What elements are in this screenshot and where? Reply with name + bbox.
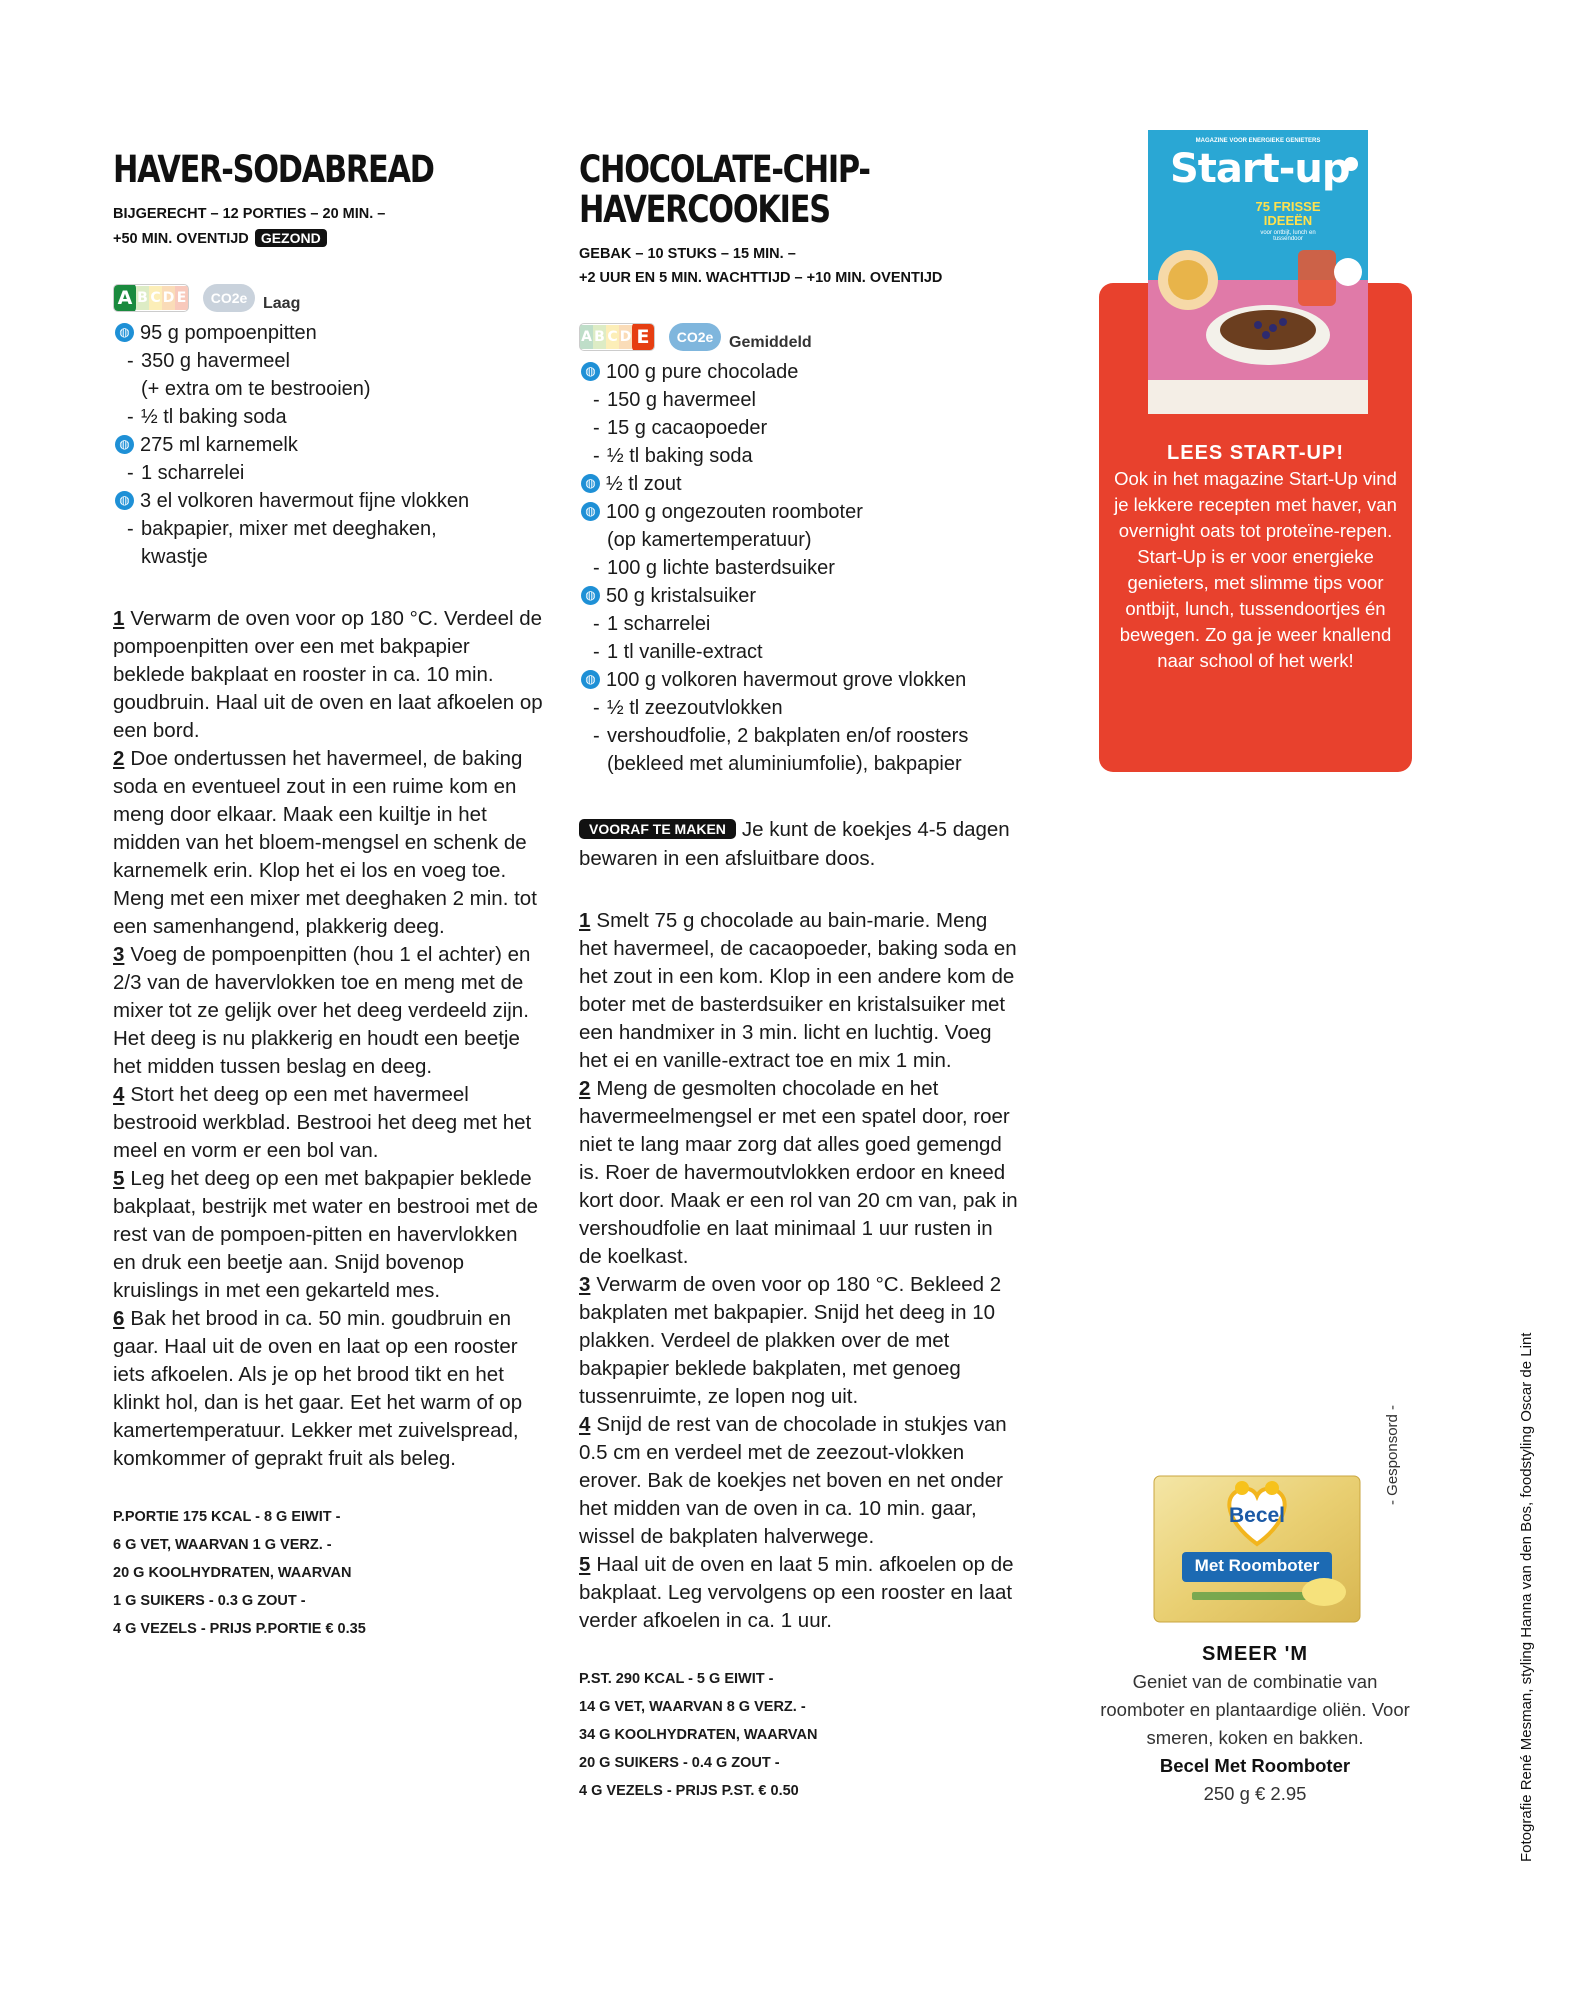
ingredient-text: 275 ml karnemelk [140, 434, 298, 456]
step-text: Stort het deeg op een met havermeel bestrooid werkblad. Bestrooi het deeg met het meel en vorm er een bol van. [113, 1083, 532, 1162]
ingredient-item [113, 319, 543, 347]
nutri-letter: B [593, 325, 606, 349]
sustainable-leaf-icon: ◍ [581, 362, 600, 381]
step-number: 5 [579, 1553, 591, 1576]
step-number: 6 [113, 1307, 125, 1330]
magazine-heading: LEES START-UP! [1167, 442, 1344, 464]
step [113, 605, 543, 745]
step-text: Haal uit de oven en laat 5 min. afkoelen op de bakplaat. Leg vervolgens op een rooster en laat verder afkoelen in ca. 1 uur. [579, 1553, 1014, 1632]
nutri-letter: B [136, 286, 149, 310]
ingredient-item [579, 722, 1019, 750]
co2-cloud-icon: CO2e [669, 323, 721, 351]
co2-rating [203, 284, 300, 312]
ingredient-item [579, 750, 1019, 778]
sustainable-leaf-icon: ◍ [115, 435, 134, 454]
ingredient-text: 3 el volkoren havermout fijne vlokken [140, 490, 470, 512]
ingredient-text: ½ tl zout [606, 473, 682, 495]
fact-line: 4 G VEZELS - PRIJS P.PORTIE € 0.35 [113, 1621, 366, 1637]
step-text: Verwarm de oven voor op 180 °C. Verdeel de pompoenpitten over een met bakpapier beklede bakplaat en rooster in ca. 10 min. goudbruin. Haal uit de oven en laat afkoelen op een bord. [113, 607, 543, 742]
meta-line: +50 MIN. OVENTIJD [113, 231, 249, 247]
ingredient-item [579, 694, 1019, 722]
nutri-letter: E [175, 286, 188, 310]
ingredient-item [579, 610, 1019, 638]
steps [113, 605, 543, 1473]
ingredient-item [113, 487, 543, 515]
nutri-letter: A [580, 325, 593, 349]
fact-line: P.PORTIE 175 KCAL - 8 G EIWIT - [113, 1509, 341, 1525]
title-line: HAVERCOOKIES [579, 188, 830, 231]
ingredient-item [579, 554, 1019, 582]
meta-line: BIJGERECHT – 12 PORTIES – 20 MIN. – [113, 206, 386, 222]
step [579, 1411, 1019, 1551]
becel-pack-image [1152, 1474, 1362, 1624]
cover-headline-line: 75 FRISSE [1255, 199, 1321, 214]
ingredient-text: kwastje [141, 546, 208, 568]
step-text: Verwarm de oven voor op 180 °C. Bekleed 2 bakplaten met bakpapier. Snijd het deeg in 10 plakken. Verdeel de plakken over de met bakpapier beklede bakplaten, met genoeg tussenruimte, ze lopen nog uit. [579, 1273, 1002, 1408]
step-number: 3 [113, 943, 125, 966]
step-text: Bak het brood in ca. 50 min. goudbruin en gaar. Haal uit de oven en laat op een rooster iets afkoelen. Als je op het brood tikt en het klinkt hol, dan is het gaar. Eet het warm of op kamertemperatuur. Lekker met zuivelspread, komkommer of geprakt fruit als beleg. [113, 1307, 523, 1470]
fact-line: P.ST. 290 KCAL - 5 G EIWIT - [579, 1671, 774, 1687]
step [579, 1271, 1019, 1411]
ingredient-item [579, 414, 1019, 442]
ingredient-item [579, 666, 1019, 694]
nutri-letter: C [606, 325, 619, 349]
nutri-score-badge [113, 284, 189, 312]
ingredient-text: 100 g lichte basterdsuiker [607, 557, 835, 579]
sponsored-label: - Gesponsord - [1384, 1404, 1401, 1505]
ingredient-text: bakpapier, mixer met deeghaken, [141, 518, 437, 540]
step [579, 907, 1019, 1075]
step-number: 2 [579, 1077, 591, 1100]
cover-title: Start-up [1170, 146, 1350, 192]
step-number: 3 [579, 1273, 591, 1296]
step-text: Voeg de pompoenpitten (hou 1 el achter) en 2/3 van de havervlokken toe en meng met de mixer tot ze gelijk over het deeg verdeeld zijn. Het deeg is nu plakkerig en houdt een beetje het midden tussen beslag en deeg. [113, 943, 531, 1078]
fact-line: 4 G VEZELS - PRIJS P.ST. € 0.50 [579, 1783, 799, 1799]
ingredient-text: 50 g kristalsuiker [606, 585, 757, 607]
nutri-score-badge [579, 323, 655, 351]
make-ahead-text: Je kunt de koekjes 4-5 dagen bewaren in een afsluitbare doos. [579, 818, 1010, 870]
recipe-cookies [579, 150, 1019, 1805]
make-ahead-note [579, 816, 1019, 873]
cover-kicker: MAGAZINE VOOR ENERGIEKE GENIETERS [1195, 138, 1321, 144]
ingredient-item [113, 403, 543, 431]
step [113, 745, 543, 941]
step-text: Smelt 75 g chocolade au bain-marie. Meng het havermeel, de cacaopoeder, baking soda en het zout in een kom. Klop in een andere kom de boter met de basterdsuiker en kristalsuiker met een handmixer in 3 min. licht en luchtig. Voeg het ei en vanille-extract toe en mix 1 min. [579, 909, 1017, 1072]
dash-bullet: - [127, 462, 134, 484]
dash-bullet: - [593, 725, 600, 747]
ingredient-text: 100 g volkoren havermout grove vlokken [606, 669, 967, 691]
ingredient-item [579, 526, 1019, 554]
ingredient-text: (+ extra om te bestrooien) [141, 378, 371, 400]
fact-line: 34 G KOOLHYDRATEN, WAARVAN [579, 1727, 818, 1743]
ingredient-text: 95 g pompoenpitten [140, 322, 317, 344]
make-ahead-tag: VOORAF TE MAKEN [579, 819, 736, 839]
step-number: 5 [113, 1167, 125, 1190]
magazine-promo-text [1110, 440, 1401, 674]
co2-rating [669, 323, 812, 351]
step-number: 2 [113, 747, 125, 770]
cover-headline [1248, 200, 1328, 228]
dash-bullet: - [127, 518, 134, 540]
magazine-cover [1148, 130, 1368, 414]
pack-variant: Met Roomboter [1194, 1556, 1320, 1575]
photo-credit: Fotografie René Mesman, styling Hanna van den Bos, foodstyling Oscar de Lint [1518, 1332, 1535, 1862]
step-number: 1 [113, 607, 125, 630]
step-number: 4 [113, 1083, 125, 1106]
co2-level: Laag [263, 295, 301, 312]
recipe-title [579, 150, 940, 230]
co2-cloud-icon: CO2e [203, 284, 255, 312]
dash-bullet: - [593, 445, 600, 467]
ingredient-item [579, 358, 1019, 386]
steps [579, 907, 1019, 1635]
sustainable-leaf-icon: ◍ [581, 502, 600, 521]
step-text: Snijd de rest van de chocolade in stukjes van 0.5 cm en verdeel met de zeezout-vlokken erover. Bak de koekjes net boven en net onder het midden van de oven in ca. 10 min. gaar, wissel de bakplaten halverwege. [579, 1413, 1007, 1548]
nutri-letter: D [619, 325, 632, 349]
fact-line: 6 G VET, WAARVAN 1 G VERZ. - [113, 1537, 332, 1553]
dash-bullet: - [593, 697, 600, 719]
ingredient-text: 1 tl vanille-extract [607, 641, 763, 663]
ingredient-text: 350 g havermeel [141, 350, 290, 372]
step [113, 1305, 543, 1473]
product-pack [1152, 1474, 1362, 1624]
fact-line: 20 G SUIKERS - 0.4 G ZOUT - [579, 1755, 780, 1771]
ingredient-text: ½ tl baking soda [141, 406, 287, 428]
promo-product: Becel Met Roomboter [1159, 1755, 1351, 1776]
step-number: 4 [579, 1413, 591, 1436]
dash-bullet: - [593, 557, 600, 579]
ingredient-text: (bekleed met aluminiumfolie), bakpapier [607, 753, 962, 775]
sustainable-leaf-icon: ◍ [581, 474, 600, 493]
step-text: Leg het deeg op een met bakpapier beklede bakplaat, bestrijk met water en bestrooi met de rest van de pompoen-pitten en havervlokken en druk een beetje aan. Snijd bovenop kruislings in met een gekarteld mes. [113, 1167, 539, 1302]
meta-line: +2 UUR EN 5 MIN. WACHTTIJD – +10 MIN. OVENTIJD [579, 270, 943, 286]
nutri-letter: C [149, 286, 162, 310]
ingredient-list [579, 358, 1019, 778]
ingredient-item [113, 347, 543, 375]
ingredient-item [579, 386, 1019, 414]
promo-text: Geniet van de combinatie van roomboter en plantaardige oliën. Voor smeren, koken en bakken. [1100, 1671, 1410, 1748]
nutrition-facts [579, 1665, 1019, 1805]
ingredient-text: 100 g ongezouten roomboter [606, 501, 863, 523]
recipe-meta [579, 242, 1019, 290]
promo-heading: SMEER 'M [1201, 1643, 1309, 1665]
cover-sub: voor ontbijt, lunch en tussendoor [1260, 230, 1316, 242]
step [113, 1165, 543, 1305]
ingredient-text: ½ tl baking soda [607, 445, 753, 467]
pack-brand: Becel [1228, 1504, 1286, 1527]
fact-line: 14 G VET, WAARVAN 8 G VERZ. - [579, 1699, 806, 1715]
fact-line: 20 G KOOLHYDRATEN, WAARVAN [113, 1565, 352, 1581]
magazine-body: Ook in het magazine Start-Up vind je lekkere recepten met haver, van overnight oats tot proteïne-repen. Start-Up is er voor energieke genieters, met slimme tips voor ontbijt, lunch, tussendoortjes én bewegen. Zo ga je weer knallend naar school of het werk! [1114, 468, 1397, 671]
dash-bullet: - [593, 641, 600, 663]
ingredient-item [579, 442, 1019, 470]
co2-level: Gemiddeld [729, 334, 812, 351]
ingredient-item [579, 638, 1019, 666]
ingredient-item [579, 582, 1019, 610]
ingredient-item [579, 498, 1019, 526]
dash-bullet: - [593, 417, 600, 439]
nutri-letter: E [632, 323, 654, 351]
recipe-title: HAVER-SODABREAD [113, 148, 434, 191]
dash-bullet: - [593, 613, 600, 635]
step-number: 1 [579, 909, 591, 932]
sustainable-leaf-icon: ◍ [115, 491, 134, 510]
ingredient-text: 100 g pure chocolade [606, 361, 799, 383]
title-line: CHOCOLATE-CHIP- [579, 148, 870, 191]
sustainable-leaf-icon: ◍ [581, 670, 600, 689]
nutri-letter: D [162, 286, 175, 310]
ingredient-text: 1 scharrelei [141, 462, 245, 484]
nutri-letter: A [114, 284, 136, 312]
step [113, 941, 543, 1081]
fact-line: 1 G SUIKERS - 0.3 G ZOUT - [113, 1593, 306, 1609]
step-text: Doe ondertussen het havermeel, de baking soda en eventueel zout in een ruime kom en meng door elkaar. Maak een kuiltje in het midden van het bloem-mengsel en schenk de karnemelk erin. Klop het ei los en voeg toe. Meng met een mixer met deeghaken 2 min. tot een samenhangend, plakkerig deeg. [113, 747, 537, 938]
ingredient-text: 150 g havermeel [607, 389, 756, 411]
ingredient-item [113, 543, 543, 571]
ingredient-list [113, 319, 543, 571]
dash-bullet: - [127, 406, 134, 428]
dash-bullet: - [593, 389, 600, 411]
sustainable-leaf-icon: ◍ [581, 586, 600, 605]
product-promo [1100, 1640, 1410, 1808]
ingredient-text: (op kamertemperatuur) [607, 529, 812, 551]
step [113, 1081, 543, 1165]
nutrition-facts [113, 1503, 543, 1643]
scores-row [113, 283, 543, 313]
ingredient-text: 1 scharrelei [607, 613, 711, 635]
ingredient-item [113, 459, 543, 487]
recipe-meta [113, 202, 543, 251]
promo-price: 250 g € 2.95 [1203, 1783, 1307, 1804]
dash-bullet: - [127, 350, 134, 372]
meta-line: GEBAK – 10 STUKS – 15 MIN. – [579, 246, 796, 262]
ingredient-text: 15 g cacaopoeder [607, 417, 768, 439]
step [579, 1075, 1019, 1271]
ingredient-item [579, 470, 1019, 498]
ingredient-text: ½ tl zeezoutvlokken [607, 697, 783, 719]
cover-headline-line: IDEEËN [1263, 213, 1313, 228]
ingredient-text: vershoudfolie, 2 bakplaten en/of roosters [607, 725, 969, 747]
ingredient-item [113, 515, 543, 543]
healthy-tag: GEZOND [255, 229, 327, 247]
sustainable-leaf-icon: ◍ [115, 323, 134, 342]
scores-row [579, 322, 1019, 352]
recipe-sodabread [113, 150, 543, 1643]
step [579, 1551, 1019, 1635]
step-text: Meng de gesmolten chocolade en het havermeelmengsel er met een spatel door, roer niet te lang maar zorg dat alles goed gemengd is. Roer de havermoutvlokken erdoor en kneed kort door. Maak er een rol van 20 cm van, pak in vershoudfolie en laat minimaal 1 uur rusten in de koelkast. [579, 1077, 1018, 1268]
ingredient-item [113, 375, 543, 403]
ingredient-item [113, 431, 543, 459]
